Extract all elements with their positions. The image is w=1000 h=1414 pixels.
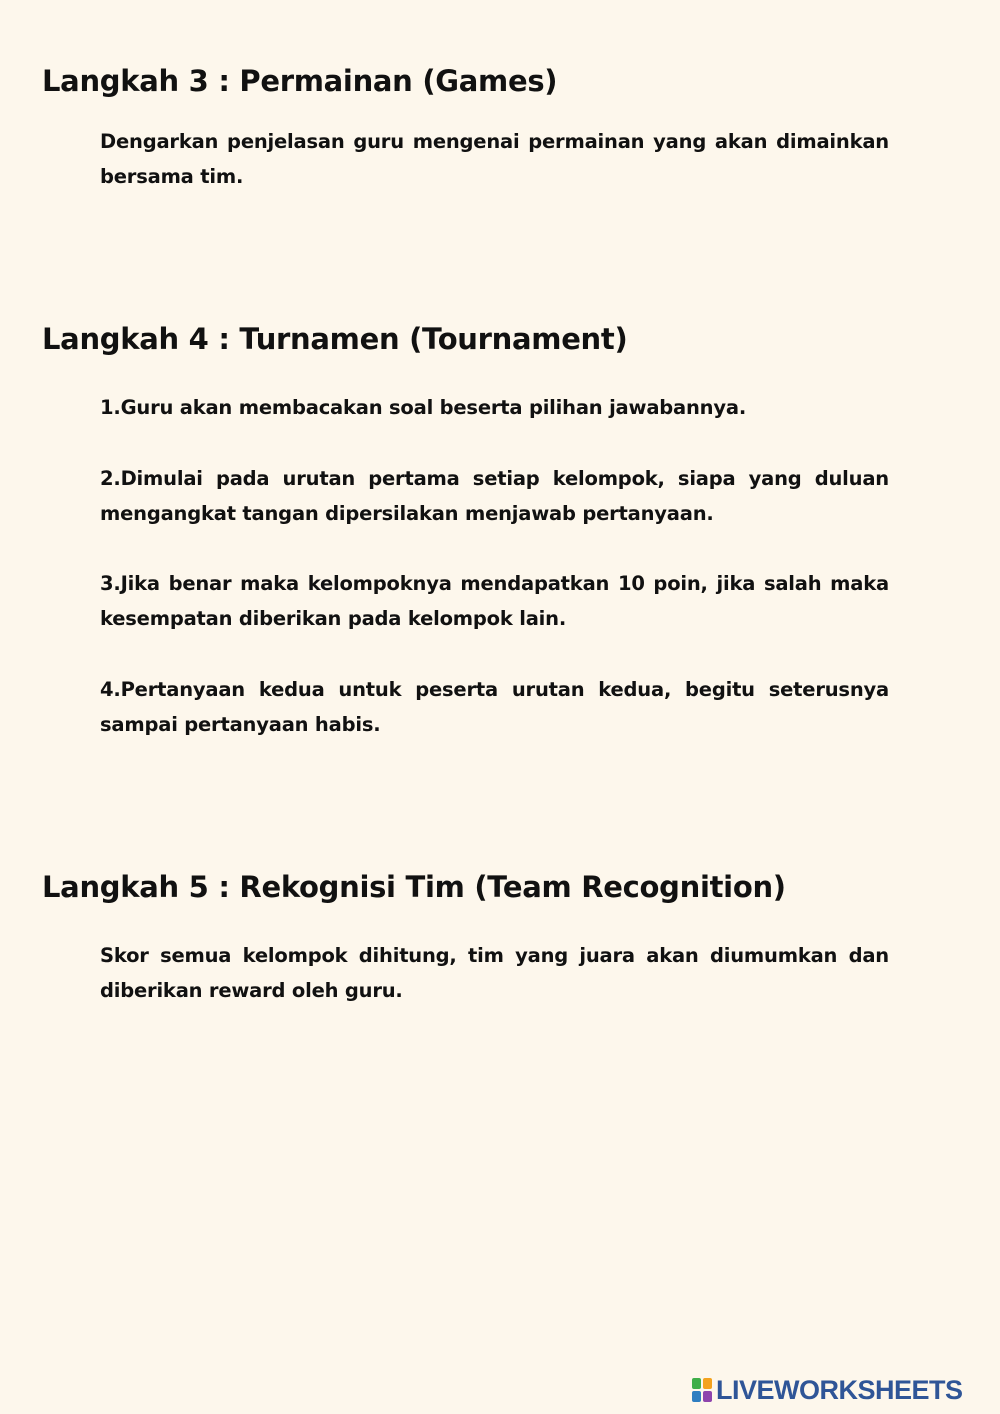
step5-heading: Langkah 5 : Rekognisi Tim (Team Recognition) bbox=[42, 870, 786, 904]
step5-paragraph: Skor semua kelompok dihitung, tim yang juara akan diumumkan dan diberikan reward oleh guru. bbox=[100, 944, 889, 1002]
step4-item-4: 4.Pertanyaan kedua untuk peserta urutan kedua, begitu seterusnya sampai pertanyaan habis. bbox=[100, 678, 889, 736]
watermark-text: LIVEWORKSHEETS bbox=[716, 1374, 963, 1405]
logo-cell-orange bbox=[703, 1378, 712, 1389]
step3-paragraph: Dengarkan penjelasan guru mengenai permainan yang akan dimainkan bersama tim. bbox=[100, 130, 889, 188]
logo-cell-purple bbox=[703, 1391, 712, 1402]
logo-cell-green bbox=[692, 1378, 701, 1389]
step4-heading: Langkah 4 : Turnamen (Tournament) bbox=[42, 322, 628, 356]
step4-item-1: 1.Guru akan membacakan soal beserta pilihan jawabannya. bbox=[100, 396, 747, 419]
liveworksheets-logo-icon bbox=[692, 1378, 712, 1402]
liveworksheets-watermark[interactable] bbox=[692, 1374, 963, 1406]
step4-item-2: 2.Dimulai pada urutan pertama setiap kelompok, siapa yang duluan mengangkat tangan dipersilakan menjawab pertanyaan. bbox=[100, 467, 889, 525]
step3-heading: Langkah 3 : Permainan (Games) bbox=[42, 64, 558, 98]
logo-cell-blue bbox=[692, 1391, 701, 1402]
step4-item-3: 3.Jika benar maka kelompoknya mendapatkan 10 poin, jika salah maka kesempatan diberikan pada kelompok lain. bbox=[100, 572, 889, 630]
